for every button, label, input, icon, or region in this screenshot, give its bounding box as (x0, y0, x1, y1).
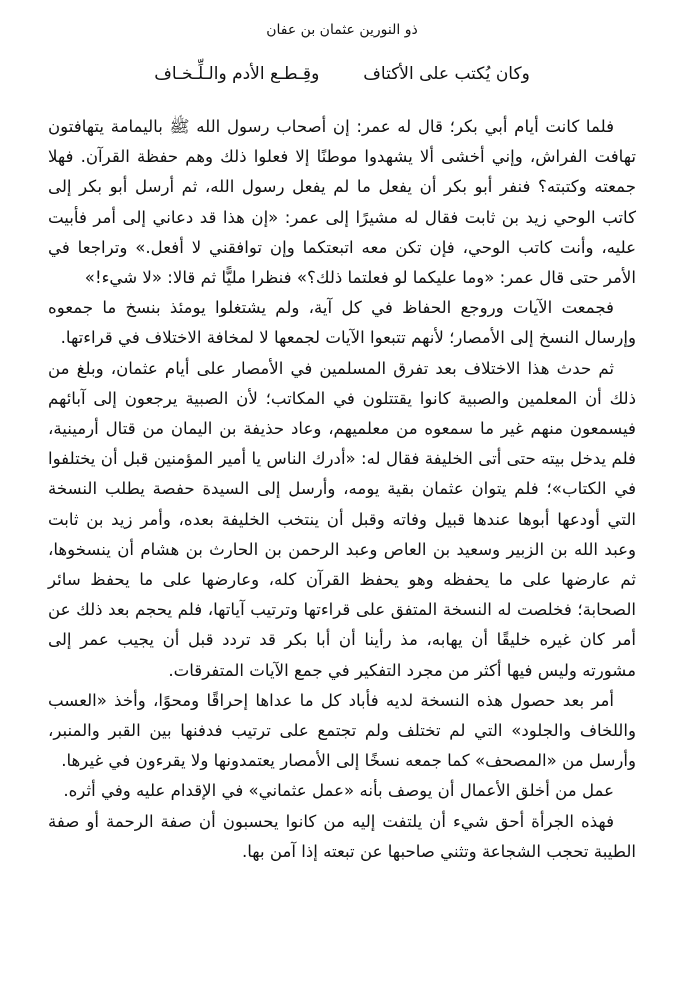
verse-first-hemistich: وكان يُكتب على الأكتاف (363, 64, 530, 84)
page-header: ذو النورين عثمان بن عفان (266, 22, 418, 38)
body-text (48, 112, 636, 867)
paragraph: ثم حدث هذا الاختلاف بعد تفرق المسلمين في الأمصار على أيام عثمان، وبلغ من ذلك أن المعلمين والصبية كانوا يقتتلون في المكاتب؛ لأن الصبية يرجعون إلى آبائهم فيسمعون منهم غير ما سمعوه من معلميهم، وعاد حذيفة بن اليمان من قتال أرمينية، فلم يدخل بيته حتى أتى الخليفة فقال له: «أدرك الناس يا أمير المؤمنين قبل أن يختلفوا في الكتاب»؛ فلم يتوان عثمان بقية يومه، وأرسل إلى السيدة حفصة يطلب النسخة التي أودعها أبوها عندها قبيل وفاته وقبل أن ينتخب الخليفة بعده، وأمر زيد بن ثابت وعبد الله بن الزبير وسعيد بن العاص وعبد الرحمن بن الحارث بن هشام أن ينسخوها، ثم عارضها على ما يحفظه وهو يحفظ القرآن كله، وعارضها على ما يحفظ سائر الصحابة؛ فخلصت له النسخة المتفق على قراءتها وترتيب آياتها، فلم يحجم بعد ذلك عن أمر كان غيره خليقًا أن يهابه، مذ رأينا أن أبا بكر قد تردد قبل أن يجيب عمر إلى مشورته وليس فيها أكثر من مجرد التفكير في جمع الآيات المتفرقات. (48, 358, 636, 680)
verse-second-hemistich: وقِـطـع الأدم والـلِّـخـاف (154, 64, 320, 84)
paragraph: فلما كانت أيام أبي بكر؛ قال له عمر: إن أصحاب رسول الله ﷺ باليمامة يتهافتون تهافت الفراش، وإني أخشى ألا يشهدوا موطنًا إلا فعلوا ذلك وهم حفظة القرآن. فهلا جمعته وكتبته؟ فنفر أبو بكر أن يفعل ما لم يفعل رسول الله، ثم أرسل أبو بكر إلى كاتب الوحي زيد بن ثابت فقال له مشيرًا إلى عمر: «إن هذا قد دعاني إلى أمر فأبيت عليه، وأنت كاتب الوحي، فإن تكن معه اتبعتكما وإن توافقني لا أفعل.» وتراجعا في الأمر حتى قال عمر: «وما عليكما لو فعلتما ذلك؟» فنظرا مليًّا ثم قالا: «لا شيء!» (48, 117, 636, 288)
paragraph: أمر بعد حصول هذه النسخة لديه فأباد كل ما عداها إحراقًا ومحوًا، وأخذ «العسب واللخاف والجلود» التي لم تختلف ولم تجتمع على ترتيب فدفنها بين القبر والمنبر، وأرسل من «المصحف» كما جمعه نسخًا إلى الأمصار يعتمدونها ولا يقرءون في غيرها. (48, 690, 636, 771)
paragraph: عمل من أخلق الأعمال أن يوصف بأنه «عمل عثماني» في الإقدام عليه وفي أثره. (63, 781, 614, 801)
paragraph: فهذه الجرأة أحق شيء أن يلتفت إليه من كانوا يحسبون أن صفة الرحمة أو صفة الطيبة تحجب الشجاعة وتثني صاحبها عن تبعته إذا آمن بها. (48, 811, 636, 861)
poem-verse (48, 64, 636, 84)
paragraph: فجمعت الآيات وروجع الحفاظ في كل آية، ولم يشتغلوا يومئذ بنسخ ما جمعوه وإرسال النسخ إلى الأمصار؛ لأنهم تتبعوا الآيات لجمعها لا لمخافة الاختلاف في قراءتها. (48, 298, 636, 348)
